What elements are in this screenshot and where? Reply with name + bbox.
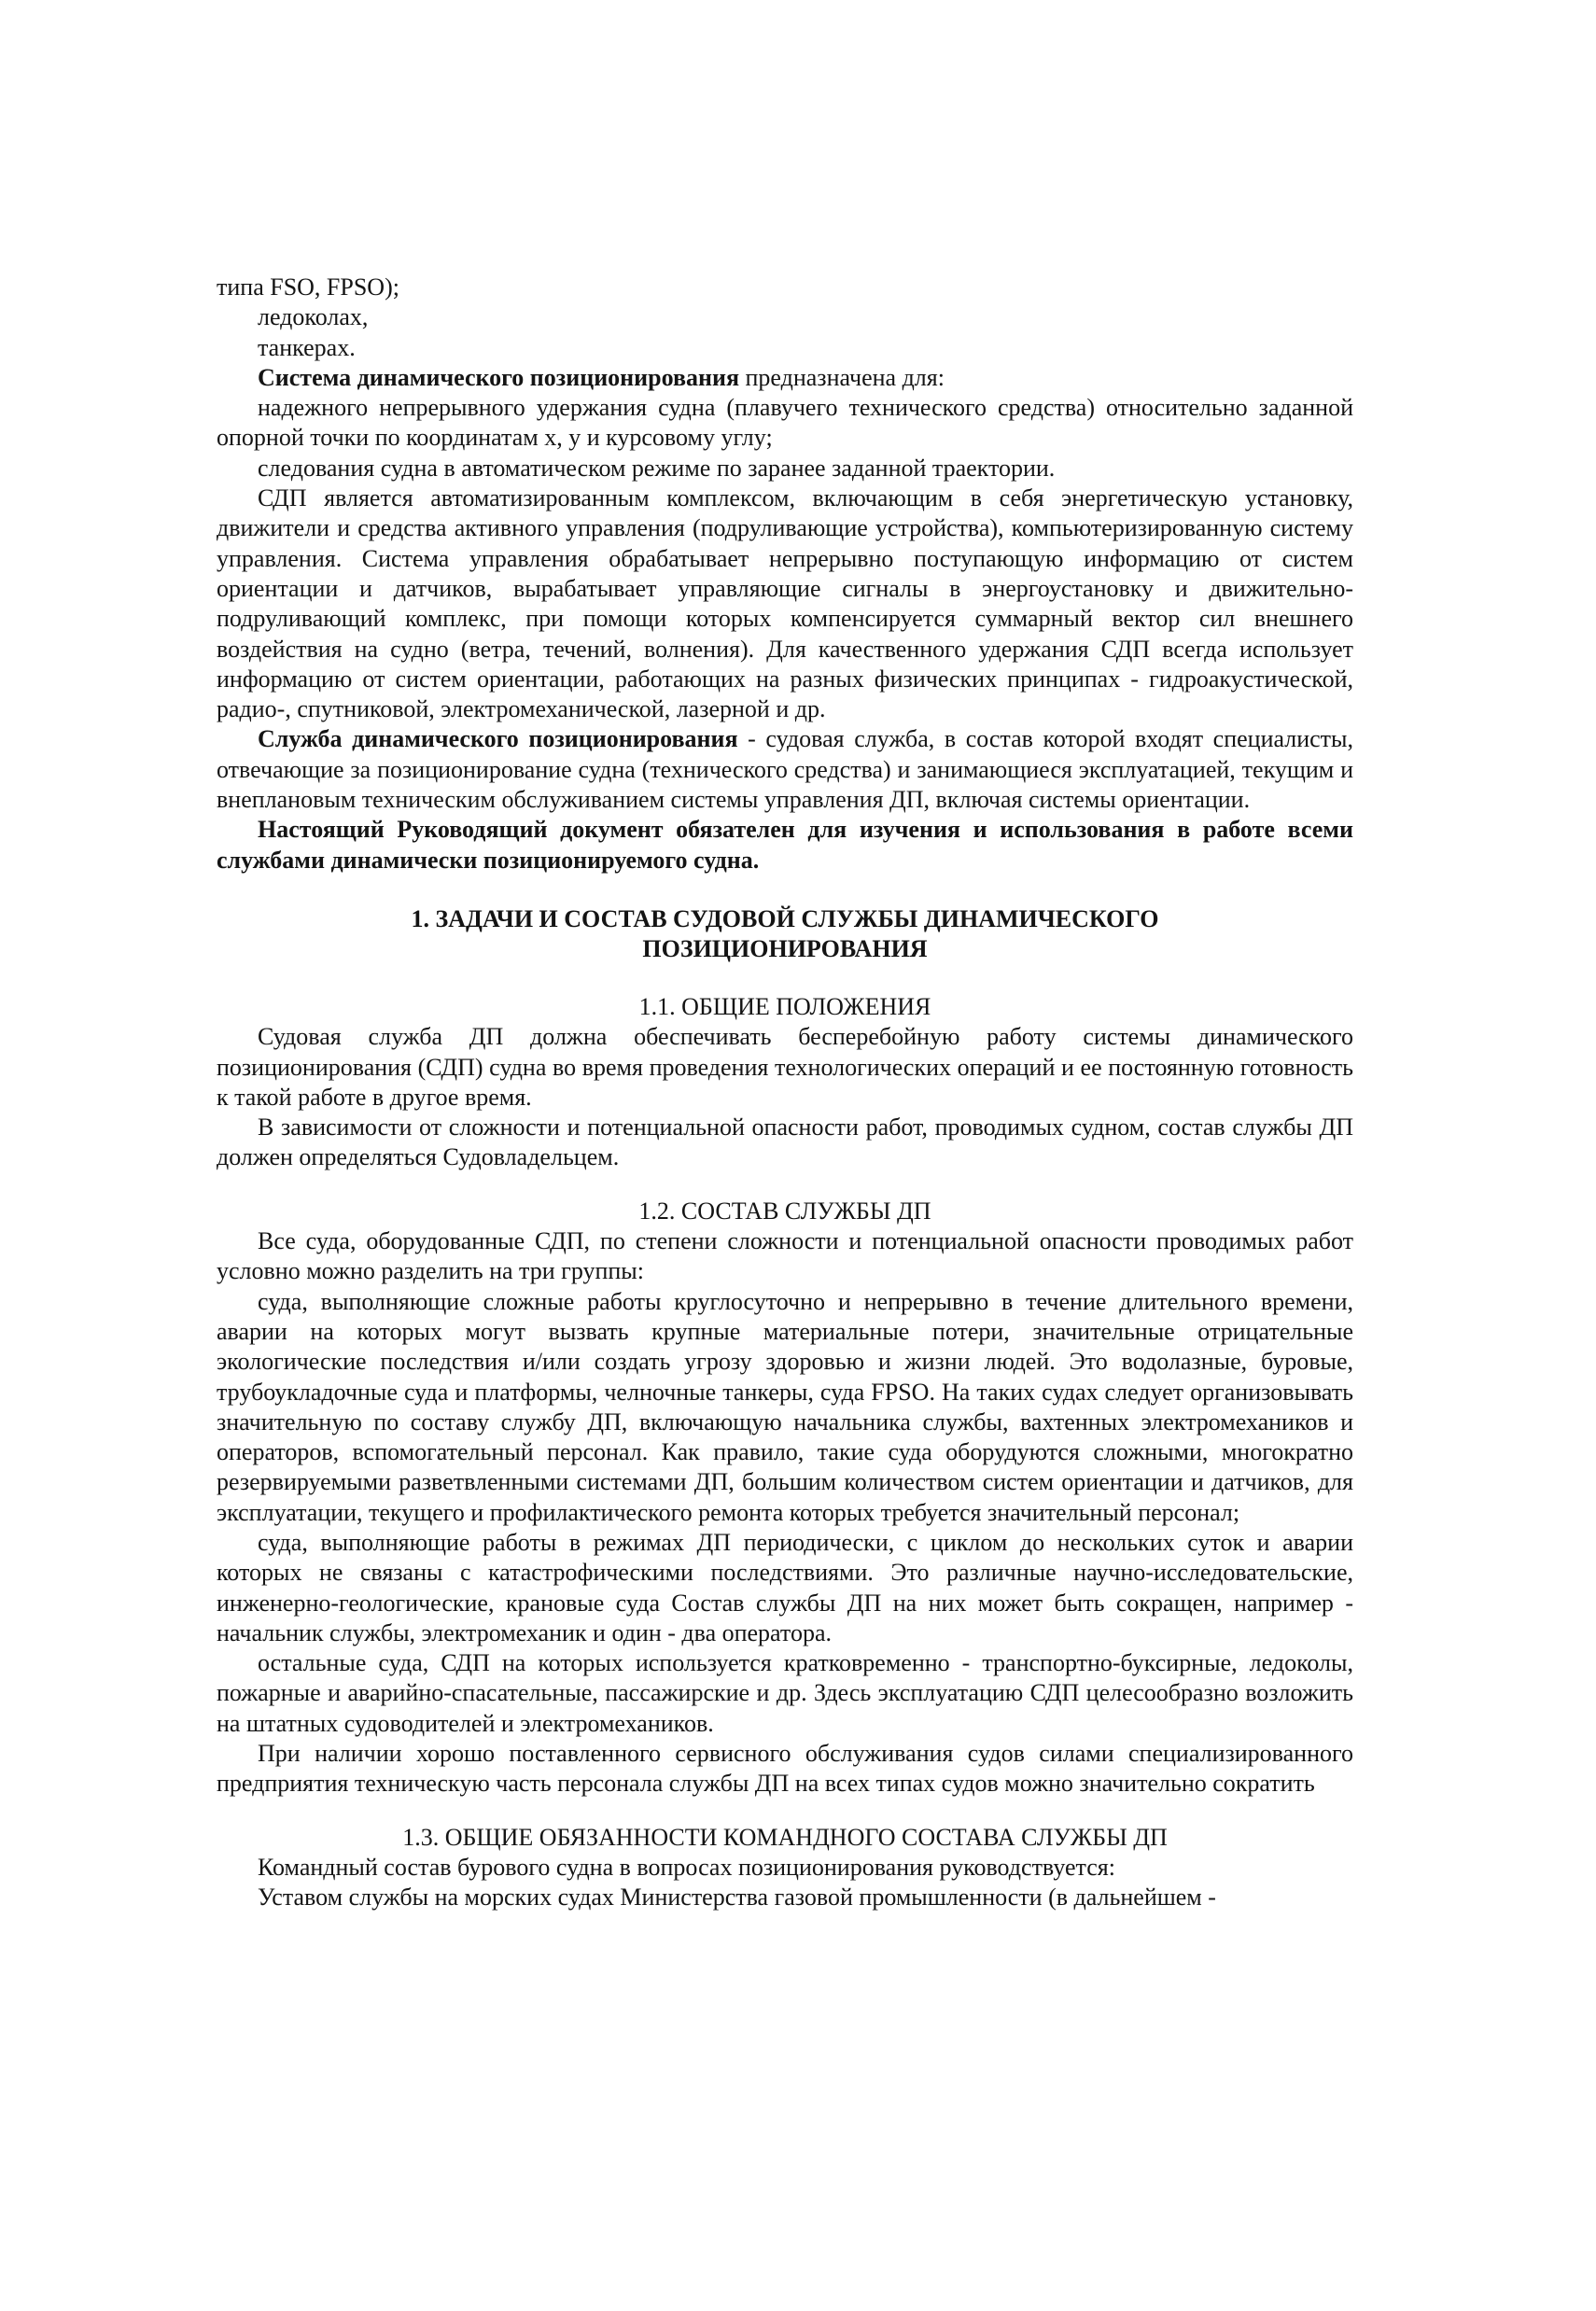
chapter-1-title-line-1: 1. ЗАДАЧИ И СОСТАВ СУДОВОЙ СЛУЖБЫ ДИНАМИЧЕСКОГО — [411, 904, 1159, 932]
chapter-1-title-line-2: ПОЗИЦИОНИРОВАНИЯ — [642, 934, 928, 962]
section-1-3-paragraph-2: Уставом службы на морских судах Министерства газовой промышленности (в дальнейшем - — [258, 1884, 1216, 1912]
section-1-3-heading: 1.3. ОБЩИЕ ОБЯЗАННОСТИ КОМАНДНОГО СОСТАВА СЛУЖБЫ ДП — [402, 1823, 1168, 1851]
sdp-description-paragraph: СДП является автоматизированным комплексом, включающим в себя энергетическую установку, движители и средства активного управления (подруливающие устройства), компьютеризированную систему управления. Система управления обрабатывает непрерывно поступающую информацию от систем ориентации и датчиков, вырабатывает управляющие сигналы в энергоустановку и движительно-подруливающий комплекс, при помощи которых компенсируется суммарный вектор сил внешнего воздействия на судно (ветра, течений, волнения). Для качественного удержания СДП всегда использует информацию от систем ориентации, работающих на разных физических принципах - гидроакустической, радио-, спутниковой, электромеханической, лазерной и др. — [217, 484, 1353, 723]
service-definition-paragraph — [217, 724, 1353, 815]
sdp-purpose-item-2: следования судна в автоматическом режиме по заранее заданной траектории. — [258, 454, 1056, 482]
sdp-term: Система динамического позиционирования — [258, 363, 740, 391]
section-1-1-paragraph-2: В зависимости от сложности и потенциальной опасности работ, проводимых судном, состав службы ДП должен определяться Судовладельцем. — [217, 1113, 1353, 1171]
sdp-purpose-rest: предназначена для: — [739, 363, 945, 391]
section-1-2-paragraph-2: суда, выполняющие сложные работы круглосуточно и непрерывно в течение длительного времени, аварии на которых могут вызвать крупные материальные потери, значительные отрицательные экологические последствия и/или создать угрозу здоровью и жизни людей. Это водолазные, буровые, трубоукладочные суда и платформы, челночные танкеры, суда FPSO. На таких судах следует организовывать значительную по составу службу ДП, включающую начальника службы, вахтенных электромехаников и операторов, вспомогательный персонал. Как правило, такие суда оборудуются сложными, многократно резервируемыми разветвленными системами ДП, большим количеством систем ориентации и датчиков, для эксплуатации, текущего и профилактического ремонта которых требуется значительный персонал; — [217, 1287, 1353, 1526]
sdp-purpose-paragraph — [217, 363, 1353, 393]
list-item-fso: типа FSO, FPSO); — [217, 273, 399, 301]
section-1-2-paragraph-3: суда, выполняющие работы в режимах ДП периодически, с циклом до нескольких суток и аварии которых не связаны с катастрофическими последствиями. Это различные научно-исследовательские, инженерно-геологические, крановые суда Состав службы ДП на них может быть сокращен, например - начальник службы, электромеханик и один - два оператора. — [217, 1528, 1353, 1646]
section-1-2-paragraph-1: Все суда, оборудованные СДП, по степени сложности и потенциальной опасности проводимых работ условно можно разделить на три группы: — [217, 1227, 1353, 1285]
list-item-tankers: танкерах. — [258, 333, 356, 361]
section-1-1-heading: 1.1. ОБЩИЕ ПОЛОЖЕНИЯ — [638, 992, 931, 1020]
list-item-icebreakers: ледоколах, — [258, 303, 369, 331]
section-1-2-heading: 1.2. СОСТАВ СЛУЖБЫ ДП — [638, 1197, 931, 1225]
document-page — [217, 273, 1353, 1913]
sdp-purpose-item-1: надежного непрерывного удержания судна (плавучего технического средства) относительно заданной опорной точки по координатам x, y и курсовому углу; — [217, 394, 1353, 452]
section-1-2-paragraph-4: остальные суда, СДП на которых используется кратковременно - транспортно-буксирные, ледоколы, пожарные и аварийно-спасательные, пассажирские и др. Здесь эксплуатацию СДП целесообразно возложить на штатных судоводителей и электромехаников. — [217, 1649, 1353, 1737]
section-1-1-paragraph-1: Судовая служба ДП должна обеспечивать бесперебойную работу системы динамического позиционирования (СДП) судна во время проведения технологических операций и ее постоянную готовность к такой работе в другое время. — [217, 1023, 1353, 1111]
section-1-3-paragraph-1: Командный состав бурового судна в вопросах позиционирования руководствуется: — [258, 1853, 1115, 1881]
mandatory-note: Настоящий Руководящий документ обязателен для изучения и использования в работе всеми службами динамически позиционируемого судна. — [217, 816, 1353, 874]
chapter-1-title — [217, 904, 1353, 964]
service-term: Служба динамического позиционирования — [258, 725, 738, 753]
service-definition-rest: - судовая служба, в состав которой входят специалисты, отвечающие за позиционирование судна (технического средства) и занимающиеся эксплуатацией, текущим и внеплановым техническим обслуживанием системы управления ДП, включая системы ориентации. — [217, 725, 1354, 814]
section-1-2-paragraph-5: При наличии хорошо поставленного сервисного обслуживания судов силами специализированного предприятия техническую часть персонала службы ДП на всех типах судов можно значительно сократить — [217, 1740, 1353, 1798]
